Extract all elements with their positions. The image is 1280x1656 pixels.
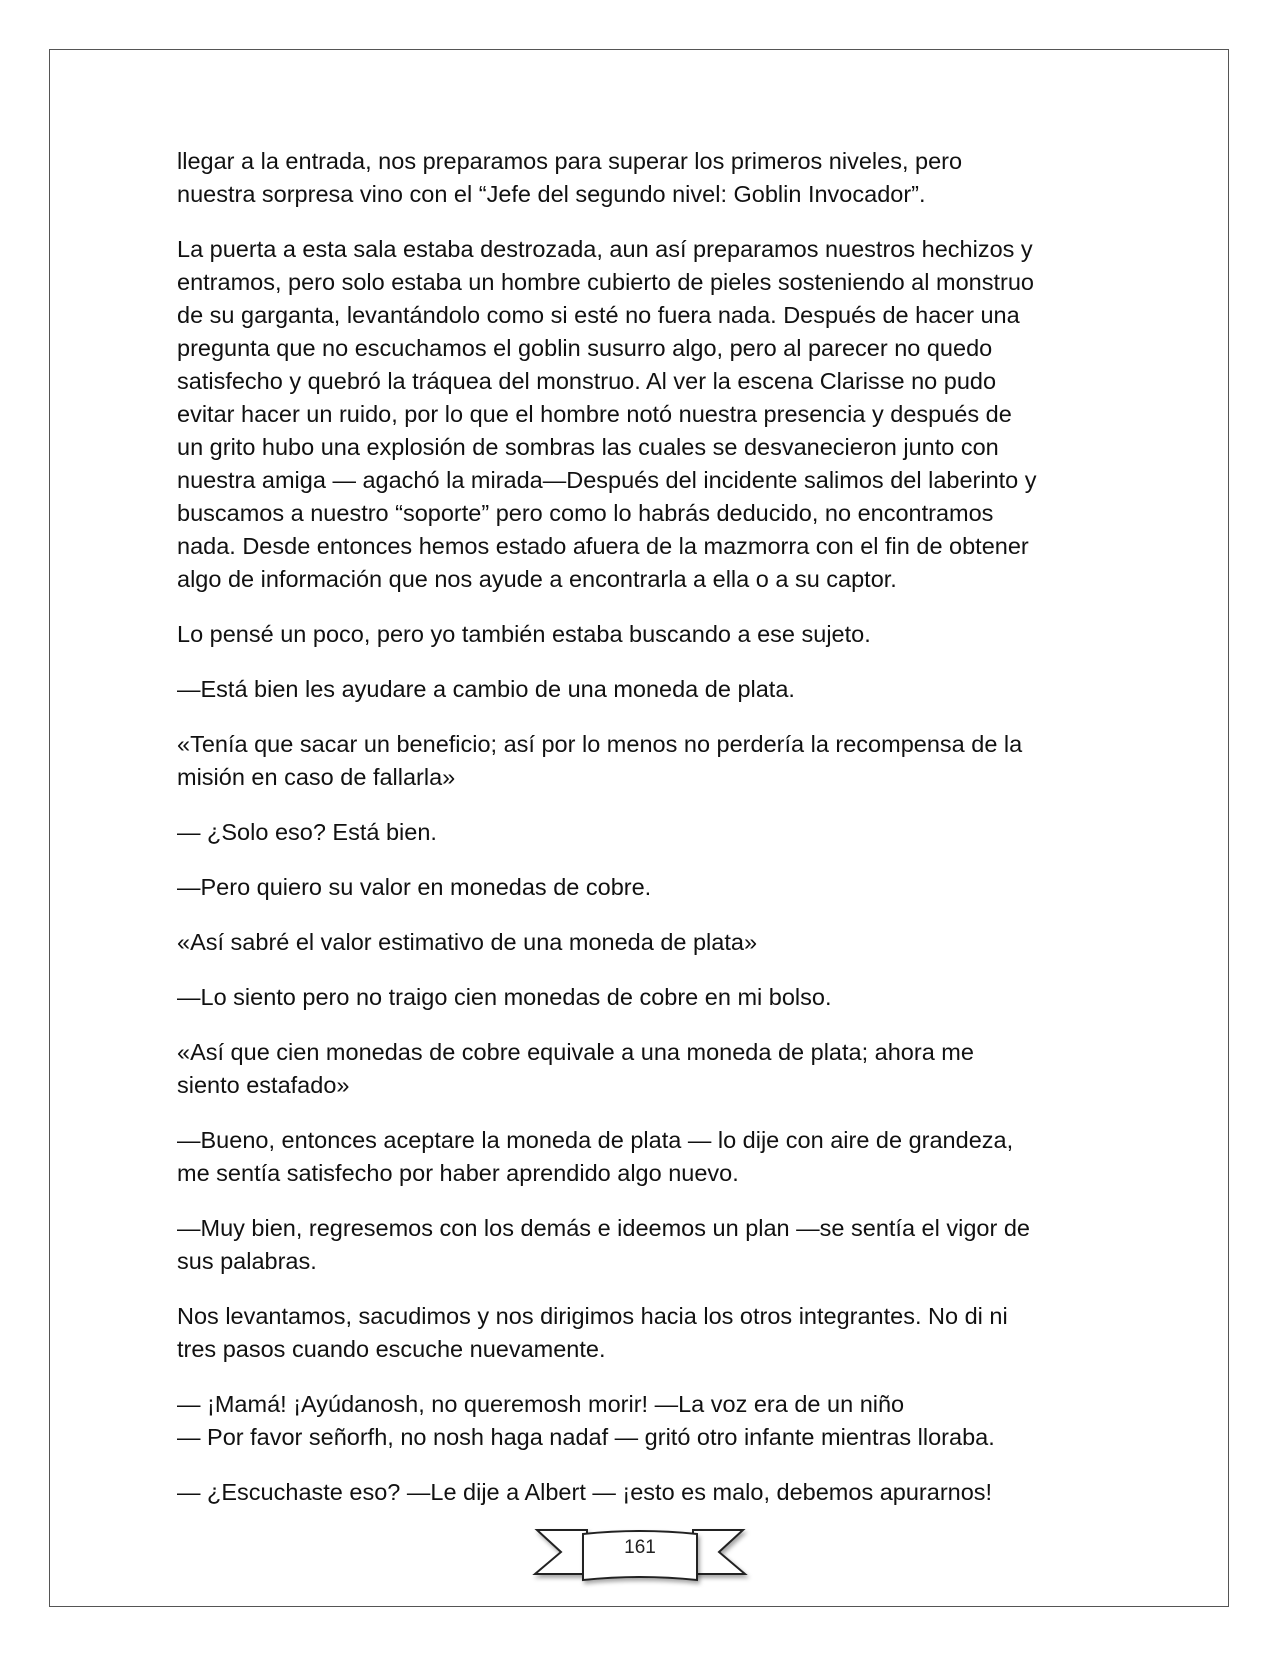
paragraph: llegar a la entrada, nos preparamos para superar los primeros niveles, pero nuestra sorpresa vino con el “Jefe del segundo nivel: Goblin Invocador”. bbox=[177, 148, 963, 207]
paragraph: — ¿Solo eso? Está bien. bbox=[177, 819, 437, 845]
paragraph: —Muy bien, regresemos con los demás e ideemos un plan —se sentía el vigor de sus palabras. bbox=[177, 1215, 1030, 1274]
paragraph: «Así que cien monedas de cobre equivale a una moneda de plata; ahora me siento estafado» bbox=[177, 1039, 974, 1098]
paragraph: —Lo siento pero no traigo cien monedas de cobre en mi bolso. bbox=[177, 984, 832, 1010]
paragraph: Lo pensé un poco, pero yo también estaba buscando a ese sujeto. bbox=[177, 621, 871, 647]
paragraph: «Tenía que sacar un beneficio; así por lo menos no perdería la recompensa de la misión en caso de fallarla» bbox=[177, 731, 1023, 790]
paragraph: —Pero quiero su valor en monedas de cobre. bbox=[177, 874, 652, 900]
paragraph: «Así sabré el valor estimativo de una moneda de plata» bbox=[177, 929, 758, 955]
paragraph: Nos levantamos, sacudimos y nos dirigimos hacia los otros integrantes. No di ni tres pasos cuando escuche nuevamente. bbox=[177, 1303, 1008, 1362]
paragraph: —Está bien les ayudare a cambio de una moneda de plata. bbox=[177, 676, 795, 702]
paragraph: La puerta a esta sala estaba destrozada, aun así preparamos nuestros hechizos y entramos, pero solo estaba un hombre cubierto de pieles sosteniendo al monstruo de su garganta, levantándolo como si esté no fuera nada. Después de hacer una pregunta que no escuchamos el goblin susurro algo, pero al parecer no quedo satisfecho y quebró la tráquea del monstruo. Al ver la escena Clarisse no pudo evitar hacer un ruido, por lo que el hombre notó nuestra presencia y después de un grito hubo una explosión de sombras las cuales se desvanecieron junto con nuestra amiga — agachó la mirada—Después del incidente salimos del laberinto y buscamos a nuestro “soporte” pero como lo habrás deducido, no encontramos nada. Desde entonces hemos estado afuera de la mazmorra con el fin de obtener algo de información que nos ayude a encontrarla a ella o a su captor. bbox=[177, 236, 1037, 592]
paragraph: — ¡Mamá! ¡Ayúdanosh, no queremosh morir! —La voz era de un niño — Por favor señorfh, no nosh haga nadaf — gritó otro infante mientras lloraba. bbox=[177, 1391, 995, 1450]
page-number: 161 bbox=[624, 1537, 656, 1558]
document-body bbox=[177, 145, 1117, 1531]
page-number-banner bbox=[525, 1520, 755, 1588]
paragraph: — ¿Escuchaste eso? —Le dije a Albert — ¡esto es malo, debemos apurarnos! bbox=[177, 1479, 993, 1505]
paragraph: —Bueno, entonces aceptare la moneda de plata — lo dije con aire de grandeza, me sentía satisfecho por haber aprendido algo nuevo. bbox=[177, 1127, 1014, 1186]
